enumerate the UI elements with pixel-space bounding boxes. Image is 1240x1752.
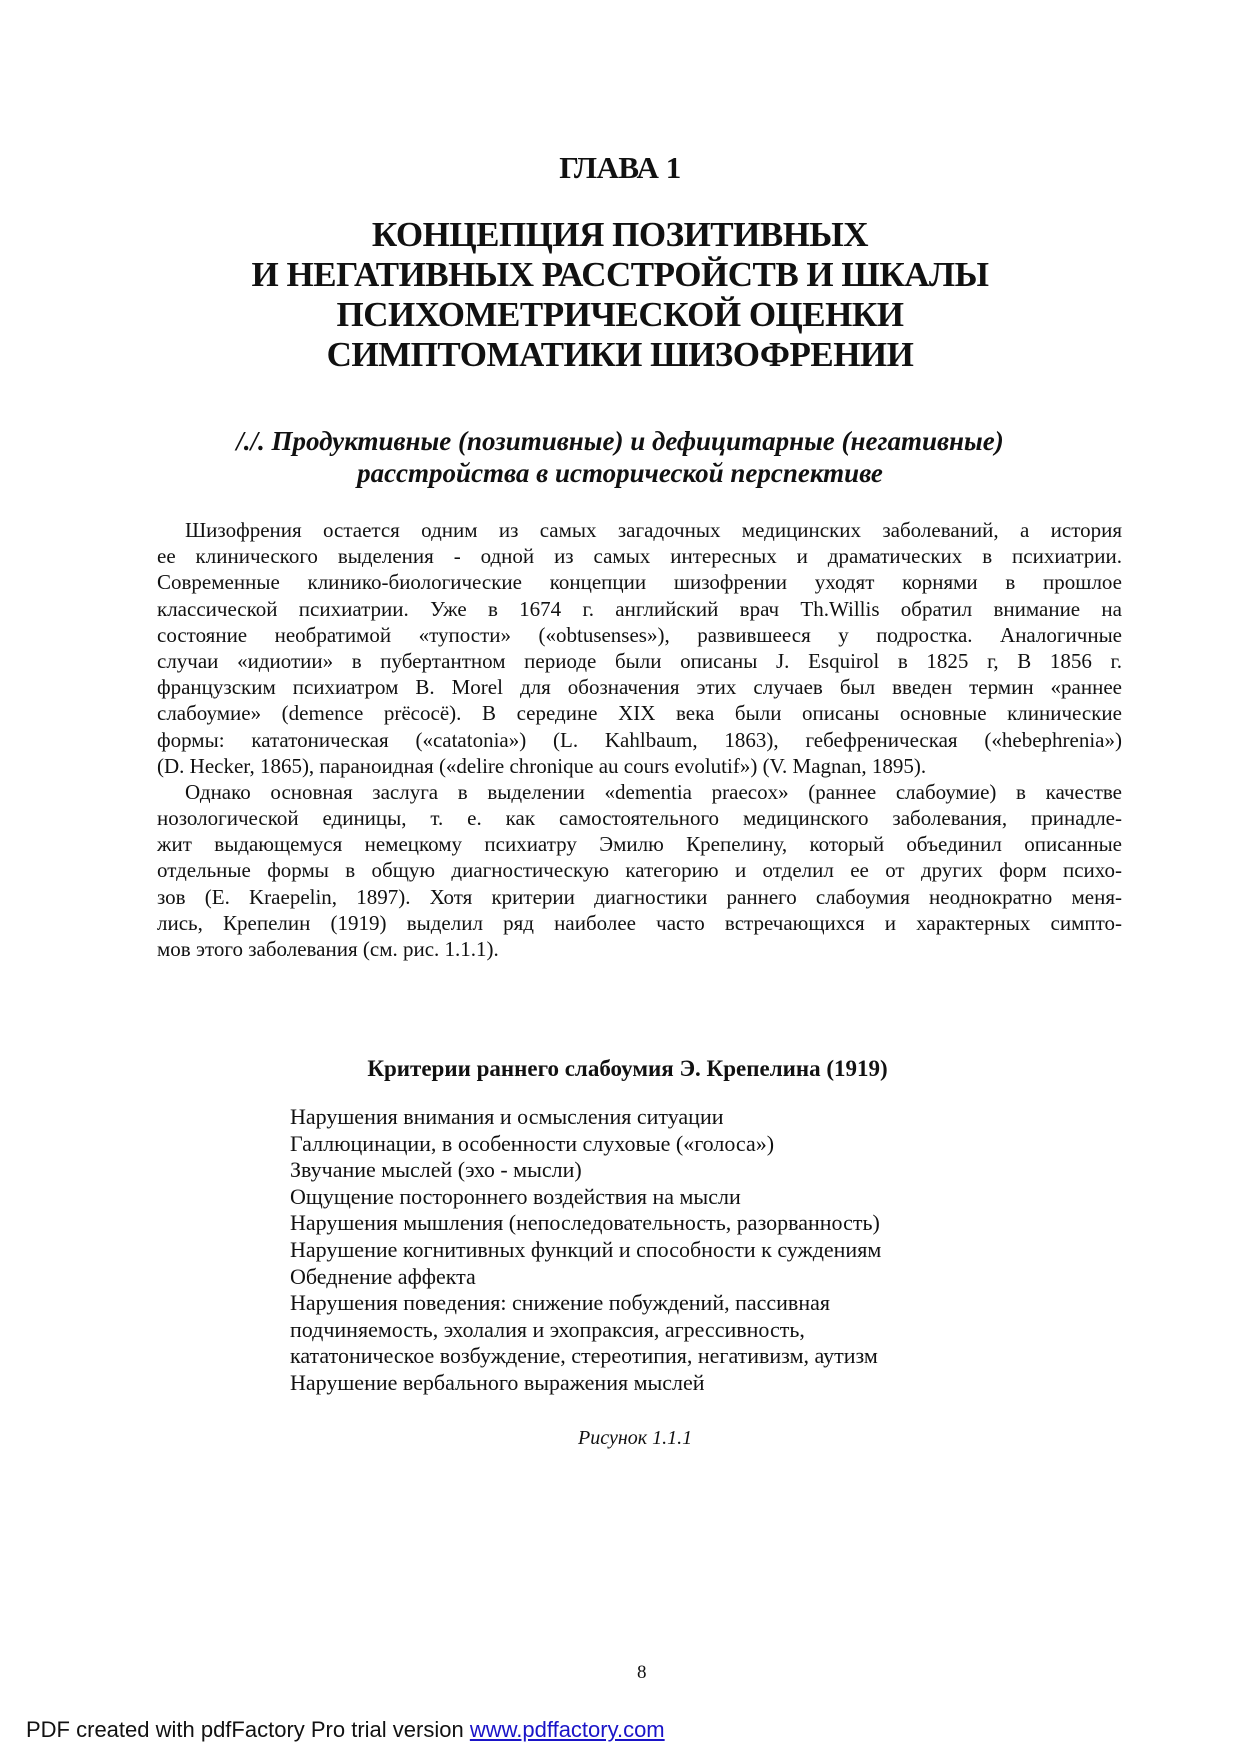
text-line: лись, Крепелин (1919) выделил ряд наиболее часто встречающихся и характерных симпто-: [157, 910, 1122, 935]
criteria-item: Обеднение аффекта: [290, 1263, 476, 1289]
criteria-item: Звучание мыслей (эхо - мысли): [290, 1157, 582, 1183]
text-line: Современные клинико-биологические концепции шизофрении уходят корнями в прошлое: [157, 570, 1122, 595]
chapter-title-line: КОНЦЕПЦИЯ ПОЗИТИВНЫХ: [371, 215, 869, 254]
text-line: зов (E. Kraepelin, 1897). Хотя критерии диагностики раннего слабоумия неоднократно меня-: [157, 884, 1122, 909]
chapter-title: [0, 215, 1240, 375]
section-heading: [0, 425, 1240, 489]
criteria-item: кататоническое возбуждение, стереотипия, негативизм, аутизм: [290, 1343, 878, 1369]
text-line: отдельные формы в общую диагностическую категорию и отделил ее от других форм психо-: [157, 858, 1122, 883]
criteria-item: Нарушения поведения: снижение побуждений, пассивная: [290, 1290, 830, 1316]
chapter-title-line: ПСИХОМЕТРИЧЕСКОЙ ОЦЕНКИ: [336, 295, 904, 334]
criteria-item: Ощущение постороннего воздействия на мысли: [290, 1183, 741, 1209]
text-line: ее клинического выделения - одной из самых интересных и драматических в психиатрии.: [157, 544, 1122, 569]
text-line: слабоумие» (demence prёcocё). В середине XIX века были описаны основные клинические: [157, 701, 1122, 726]
pdffactory-link[interactable]: www.pdffactory.com: [469, 1717, 665, 1742]
text-line: нозологической единицы, т. е. как самостоятельного медицинского заболевания, принадле-: [157, 806, 1122, 831]
page-number: 8: [637, 1662, 647, 1683]
criteria-item: Галлюцинации, в особенности слуховые («голоса»): [290, 1130, 775, 1156]
text-line: французским психиатром В. Morel для обозначения этих случаев был введен термин «раннее: [157, 675, 1122, 700]
figure-caption: Рисунок 1.1.1: [578, 1427, 693, 1449]
figure-title: Критерии раннего слабоумия Э. Крепелина (1919): [367, 1056, 888, 1081]
section-heading-line: /./. Продуктивные (позитивные) и дефицитарные (негативные): [236, 426, 1004, 456]
criteria-item: Нарушение вербального выражения мыслей: [290, 1369, 705, 1395]
chapter-title-line: И НЕГАТИВНЫХ РАССТРОЙСТВ И ШКАЛЫ: [251, 255, 989, 294]
section-heading-line: расстройства в исторической перспективе: [357, 458, 883, 488]
text-line: Шизофрения остается одним из самых загадочных медицинских заболеваний, а история: [185, 518, 1122, 542]
text-line: формы: кататоническая («catatonia») (L. Kahlbaum, 1863), гебефреническая («hebephrenia»): [157, 727, 1122, 752]
criteria-item: Нарушения мышления (непоследовательность, разорванность): [290, 1210, 880, 1236]
text-line: состояние необратимой «тупости» («obtusenses»), развившееся у подростка. Аналогичные: [157, 622, 1122, 647]
text-line: мов этого заболевания (см. рис. 1.1.1).: [157, 937, 499, 961]
paragraph-1: [157, 517, 1122, 779]
criteria-item: Нарушения внимания и осмысления ситуации: [290, 1104, 724, 1129]
pdf-footer: [26, 1717, 665, 1743]
text-line: (D. Hecker, 1865), параноидная («delire chronique au cours evolutif») (V. Magnan, 1895).: [157, 753, 927, 778]
text-line: Однако основная заслуга в выделении «dementia praecox» (раннее слабоумие) в качестве: [185, 779, 1122, 804]
text-line: жит выдающемуся немецкому психиатру Эмилю Крепелину, который объединил описанные: [157, 832, 1122, 857]
criteria-list: [290, 1104, 881, 1397]
paragraph-2: [157, 779, 1122, 962]
criteria-item: подчиняемость, эхолалия и эхопраксия, агрессивность,: [290, 1316, 805, 1342]
criteria-item: Нарушение когнитивных функций и способности к суждениям: [290, 1236, 882, 1262]
text-line: классической психиатрии. Уже в 1674 г. английский врач Th.Willis обратил внимание на: [157, 596, 1122, 621]
footer-text: PDF created with pdfFactory Pro trial version: [26, 1717, 470, 1742]
body-text: [157, 517, 1122, 962]
chapter-label: ГЛАВА 1: [559, 150, 681, 185]
chapter-title-line: СИМПТОМАТИКИ ШИЗОФРЕНИИ: [326, 335, 914, 374]
text-line: случаи «идиотии» в пубертантном периоде были описаны J. Esquirol в 1825 г, В 1856 г.: [157, 648, 1122, 673]
